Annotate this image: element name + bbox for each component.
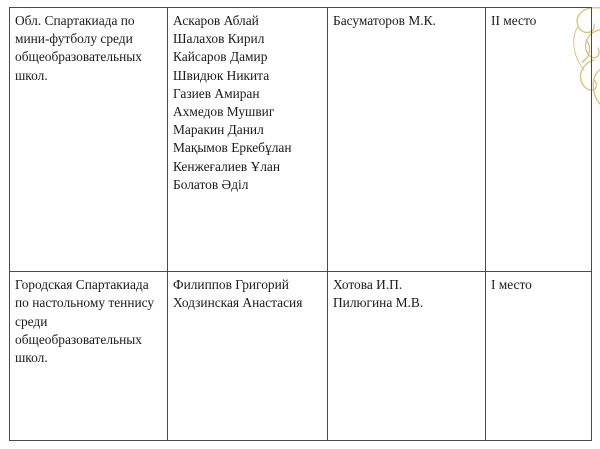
coach-cell bbox=[328, 8, 486, 272]
competition-cell bbox=[10, 272, 168, 441]
participant-name: Кенжеғалиев Ұлан bbox=[173, 158, 281, 174]
coach-name: Басуматоров М.К. bbox=[333, 13, 436, 28]
participant-name: Газиев Амиран bbox=[173, 85, 260, 101]
participant-name: Аскаров Аблай bbox=[173, 13, 259, 28]
participant-name: Кайсаров Дамир bbox=[173, 49, 268, 65]
participant-name: Швидюк Никита bbox=[173, 67, 270, 83]
table-row bbox=[10, 272, 592, 441]
competition-cell bbox=[10, 8, 168, 272]
competition-name: Городская Спартакиада по настольному теннису среди общеобразовательных школ. bbox=[15, 277, 155, 366]
participants-cell bbox=[168, 272, 328, 441]
table-row bbox=[10, 8, 592, 272]
place-result: I место bbox=[491, 277, 532, 293]
coach-cell bbox=[328, 272, 486, 441]
competition-name: Обл. Спартакиада по мини-футболу среди общеобразовательных школ. bbox=[15, 13, 143, 83]
participant-name: Ахмедов Мушвиг bbox=[173, 104, 275, 120]
participants-cell bbox=[168, 8, 328, 272]
results-table bbox=[9, 7, 592, 441]
place-result: II место bbox=[491, 13, 537, 28]
participant-name: Филиппов Григорий bbox=[173, 277, 289, 293]
participant-name: Мақымов Еркебұлан bbox=[173, 140, 292, 156]
participant-name: Шалахов Кирил bbox=[173, 31, 265, 47]
coach-name: Хотова И.П. bbox=[333, 277, 403, 293]
participant-name: Болатов Әділ bbox=[173, 176, 249, 192]
place-cell bbox=[486, 8, 592, 272]
participant-name: Маракин Данил bbox=[173, 122, 264, 138]
participant-name: Ходзинская Анастасия bbox=[173, 295, 303, 311]
place-cell bbox=[486, 272, 592, 441]
coach-name: Пилюгина М.В. bbox=[333, 295, 424, 311]
